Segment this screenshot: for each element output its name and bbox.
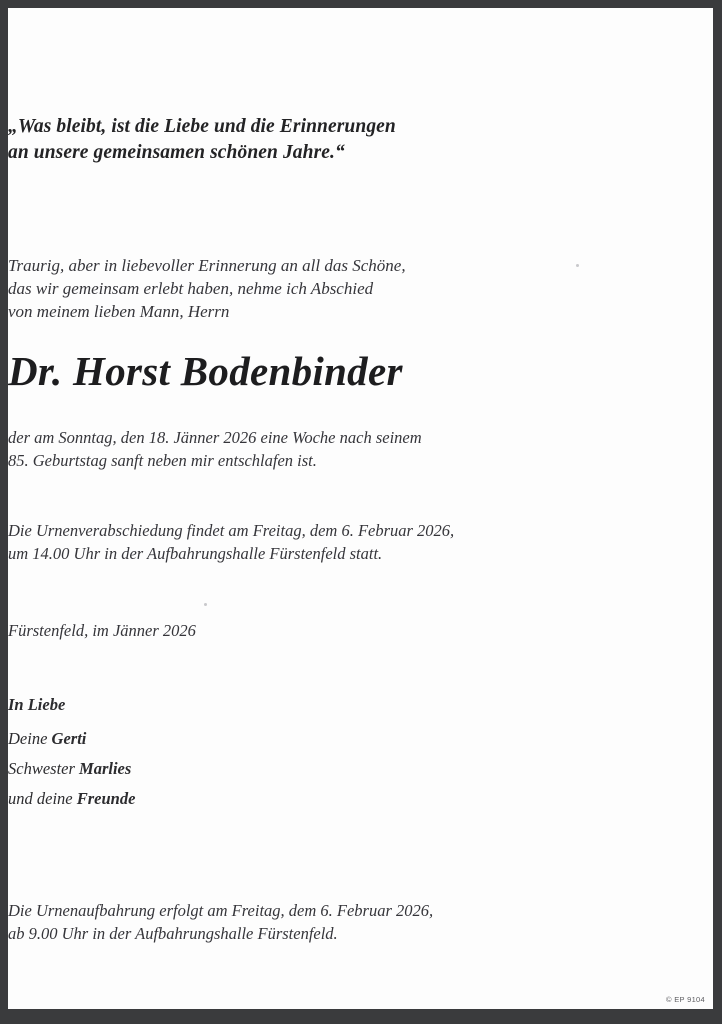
viewing-details xyxy=(8,899,713,945)
printer-mark: © EP 9104 xyxy=(666,995,705,1004)
signature-gerti-prefix: Deine xyxy=(8,729,52,748)
memorial-quote-line-2: an unsere gemeinsamen schönen Jahre.“ xyxy=(8,142,345,163)
signature-heading: In Liebe xyxy=(8,695,66,714)
signature-marlies-prefix: Schwester xyxy=(8,759,80,778)
deceased-name: Dr. Horst Bodenbinder xyxy=(8,348,403,394)
scan-speckle xyxy=(204,603,207,606)
death-info-line-1: der am Sonntag, den 18. Jänner 2026 eine Woche nach seinem xyxy=(8,428,422,447)
intro-line-1: Traurig, aber in liebevoller Erinnerung an all das Schöne, xyxy=(8,256,406,275)
signature-line-gerti xyxy=(8,728,713,750)
obituary-page xyxy=(8,8,713,1009)
memorial-quote xyxy=(8,114,713,166)
viewing-line-2: ab 9.00 Uhr in der Aufbahrungshalle Fürstenfeld. xyxy=(8,924,338,943)
death-info-line-2: 85. Geburtstag sanft neben mir entschlafen ist. xyxy=(8,451,317,470)
intro-line-3: von meinem lieben Mann, Herrn xyxy=(8,302,230,321)
signature-gerti-name: Gerti xyxy=(51,729,87,748)
signature-marlies-name: Marlies xyxy=(79,759,132,778)
signature-line-freunde xyxy=(8,788,713,810)
memorial-quote-line-1: „Was bleibt, ist die Liebe und die Erinnerungen xyxy=(8,116,396,137)
ceremony-details xyxy=(8,519,713,565)
signature-freunde-name: Freunde xyxy=(76,789,136,808)
intro-paragraph xyxy=(8,254,713,323)
place-and-date: Fürstenfeld, im Jänner 2026 xyxy=(8,621,196,640)
ceremony-line-1: Die Urnenverabschiedung findet am Freitag, dem 6. Februar 2026, xyxy=(8,521,455,540)
viewing-line-1: Die Urnenaufbahrung erfolgt am Freitag, dem 6. Februar 2026, xyxy=(8,901,434,920)
death-information xyxy=(8,426,713,472)
ceremony-line-2: um 14.00 Uhr in der Aufbahrungshalle Fürstenfeld statt. xyxy=(8,544,383,563)
signature-line-marlies xyxy=(8,758,713,780)
signature-freunde-prefix: und deine xyxy=(8,789,77,808)
intro-line-2: das wir gemeinsam erlebt haben, nehme ich Abschied xyxy=(8,279,374,298)
signature-block xyxy=(8,694,713,810)
